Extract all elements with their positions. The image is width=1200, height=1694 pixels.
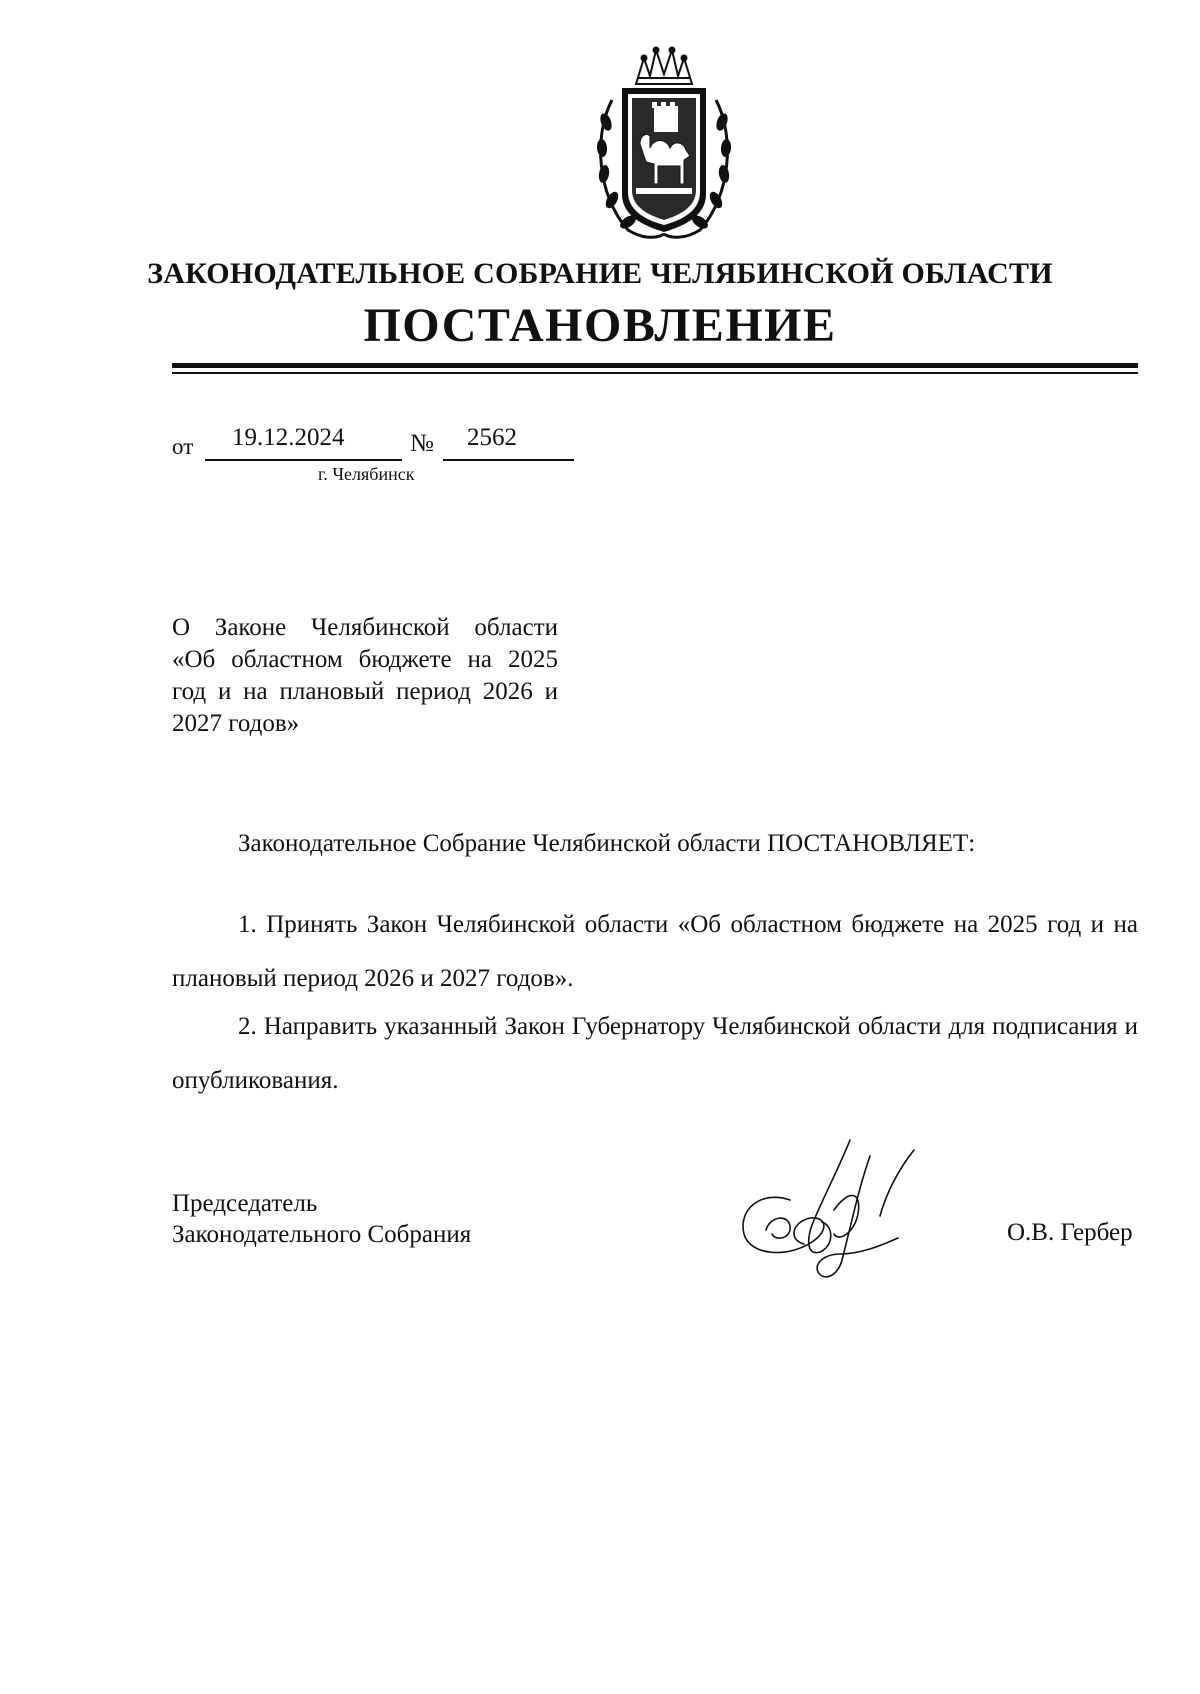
- subject-line: «Об областном бюджете на 2025: [172, 646, 558, 673]
- number-sign: №: [410, 430, 434, 457]
- resolution-item-2: 2. Направить указанный Закон Губернатору Челябинской области для подписания и опубликования.: [172, 1013, 1138, 1094]
- organization-title: ЗАКОНОДАТЕЛЬНОЕ СОБРАНИЕ ЧЕЛЯБИНСКОЙ ОБЛАСТИ: [147, 257, 1053, 290]
- header-rule-thick: [172, 363, 1138, 368]
- date-underline: [205, 459, 402, 461]
- document-subject: [172, 612, 558, 740]
- signatory-name: О.В. Гербер: [1007, 1219, 1133, 1246]
- subject-line: год и на плановый период 2026 и: [172, 678, 558, 705]
- coat-of-arms-icon: [584, 44, 744, 244]
- preamble: Законодательное Собрание Челябинской области ПОСТАНОВЛЯЕТ:: [238, 830, 976, 857]
- document-type-title: ПОСТАНОВЛЕНИЕ: [363, 299, 837, 352]
- handwritten-signature: [730, 1130, 940, 1290]
- number-underline: [443, 459, 574, 461]
- subject-line: 2027 годов»: [172, 710, 300, 737]
- header-rule-thin: [172, 372, 1138, 374]
- signatory-position-line: Председатель: [172, 1190, 318, 1217]
- subject-line: О Законе Челябинской области: [172, 614, 558, 641]
- date-prefix: от: [172, 434, 194, 459]
- signatory-position-line: Законодательного Собрания: [172, 1221, 472, 1248]
- signatory-position: [172, 1188, 471, 1250]
- document-date: 19.12.2024: [232, 424, 345, 451]
- city-label: г. Челябинск: [318, 464, 415, 484]
- resolution-item-1: 1. Принять Закон Челябинской области «Об областном бюджете на 2025 год и на плановый период 2026 и 2027 годов».: [172, 911, 1138, 992]
- document-number: 2562: [467, 424, 517, 451]
